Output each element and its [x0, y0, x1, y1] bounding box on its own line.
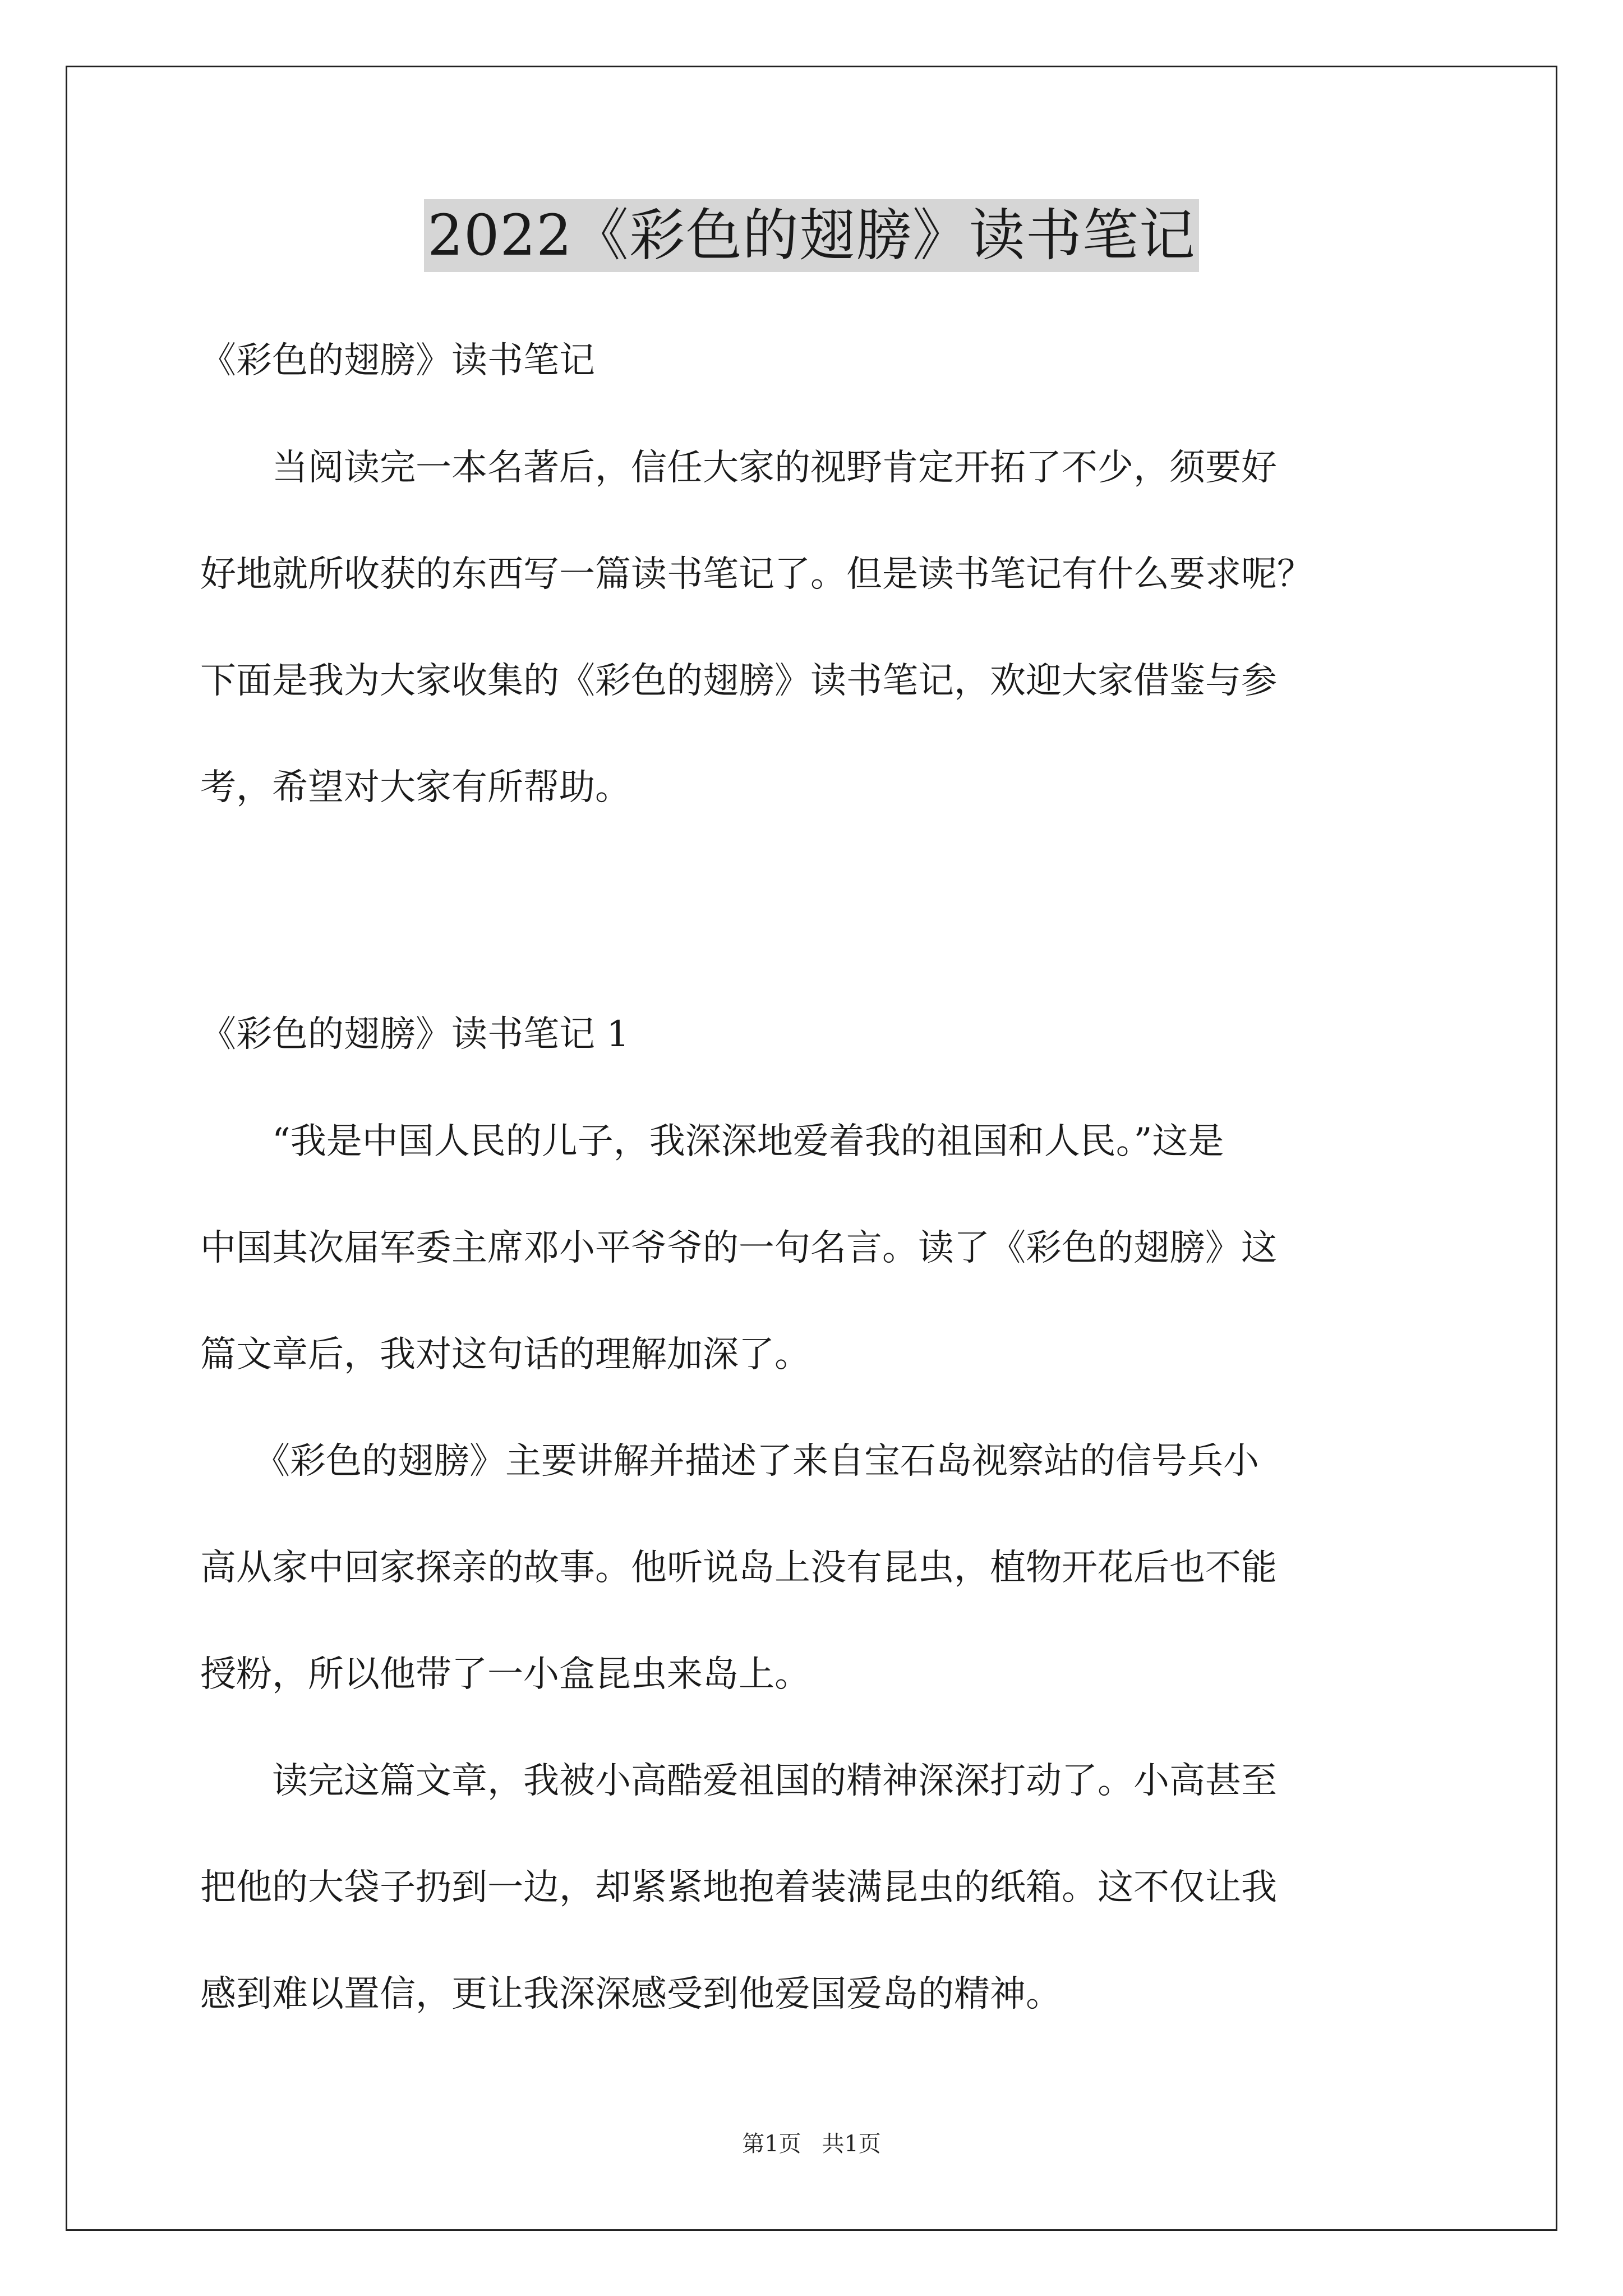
paragraph-line: 《彩色的翅膀》主要讲解并描述了来自宝石岛视察站的信号兵小 — [200, 1441, 1259, 1482]
paragraph-line: “我是中国人民的儿子，我深深地爱着我的祖国和人民。”这是 — [200, 1121, 1224, 1162]
paragraph-line: 高从家中回家探亲的故事。他听说岛上没有昆虫，植物开花后也不能 — [200, 1547, 1277, 1589]
paragraph-line: 授粉，所以他带了一小盒昆虫来岛上。 — [200, 1654, 810, 1695]
intro-line: 考，希望对大家有所帮助。 — [200, 767, 631, 808]
intro-line: 好地就所收获的东西写一篇读书笔记了。但是读书笔记有什么要求呢？ — [200, 554, 1313, 595]
title-area — [0, 199, 1623, 272]
page-footer — [0, 2126, 1623, 2158]
paragraph-2 — [200, 1434, 1434, 1754]
document-title: 2022《彩色的翅膀》读书笔记 — [424, 199, 1199, 272]
paragraph-line: 读完这篇文章，我被小高酷爱祖国的精神深深打动了。小高甚至 — [200, 1760, 1277, 1802]
paragraph-1 — [200, 1115, 1434, 1434]
intro-paragraph — [200, 441, 1434, 867]
page-number: 第1页 — [742, 2131, 801, 2157]
paragraph-line: 篇文章后，我对这句话的理解加深了。 — [200, 1334, 810, 1375]
subtitle-heading: 《彩色的翅膀》读书笔记 — [200, 340, 595, 381]
paragraph-line: 把他的大袋子扔到一边，却紧紧地抱着装满昆虫的纸箱。这不仅让我 — [200, 1867, 1277, 1908]
intro-line: 下面是我为大家收集的《彩色的翅膀》读书笔记，欢迎大家借鉴与参 — [200, 660, 1277, 702]
intro-line: 当阅读完一本名著后，信任大家的视野肯定开拓了不少，须要好 — [200, 447, 1277, 489]
paragraph-line: 中国其次届军委主席邓小平爷爷的一句名言。读了《彩色的翅膀》这 — [200, 1227, 1277, 1269]
paragraph-3 — [200, 1754, 1434, 2074]
page-total: 共1页 — [822, 2131, 881, 2157]
document-body — [200, 334, 1434, 2074]
section-heading: 《彩色的翅膀》读书笔记 1 — [200, 1014, 630, 1055]
paragraph-line: 感到难以置信，更让我深深感受到他爱国爱岛的精神。 — [200, 1973, 1062, 2015]
